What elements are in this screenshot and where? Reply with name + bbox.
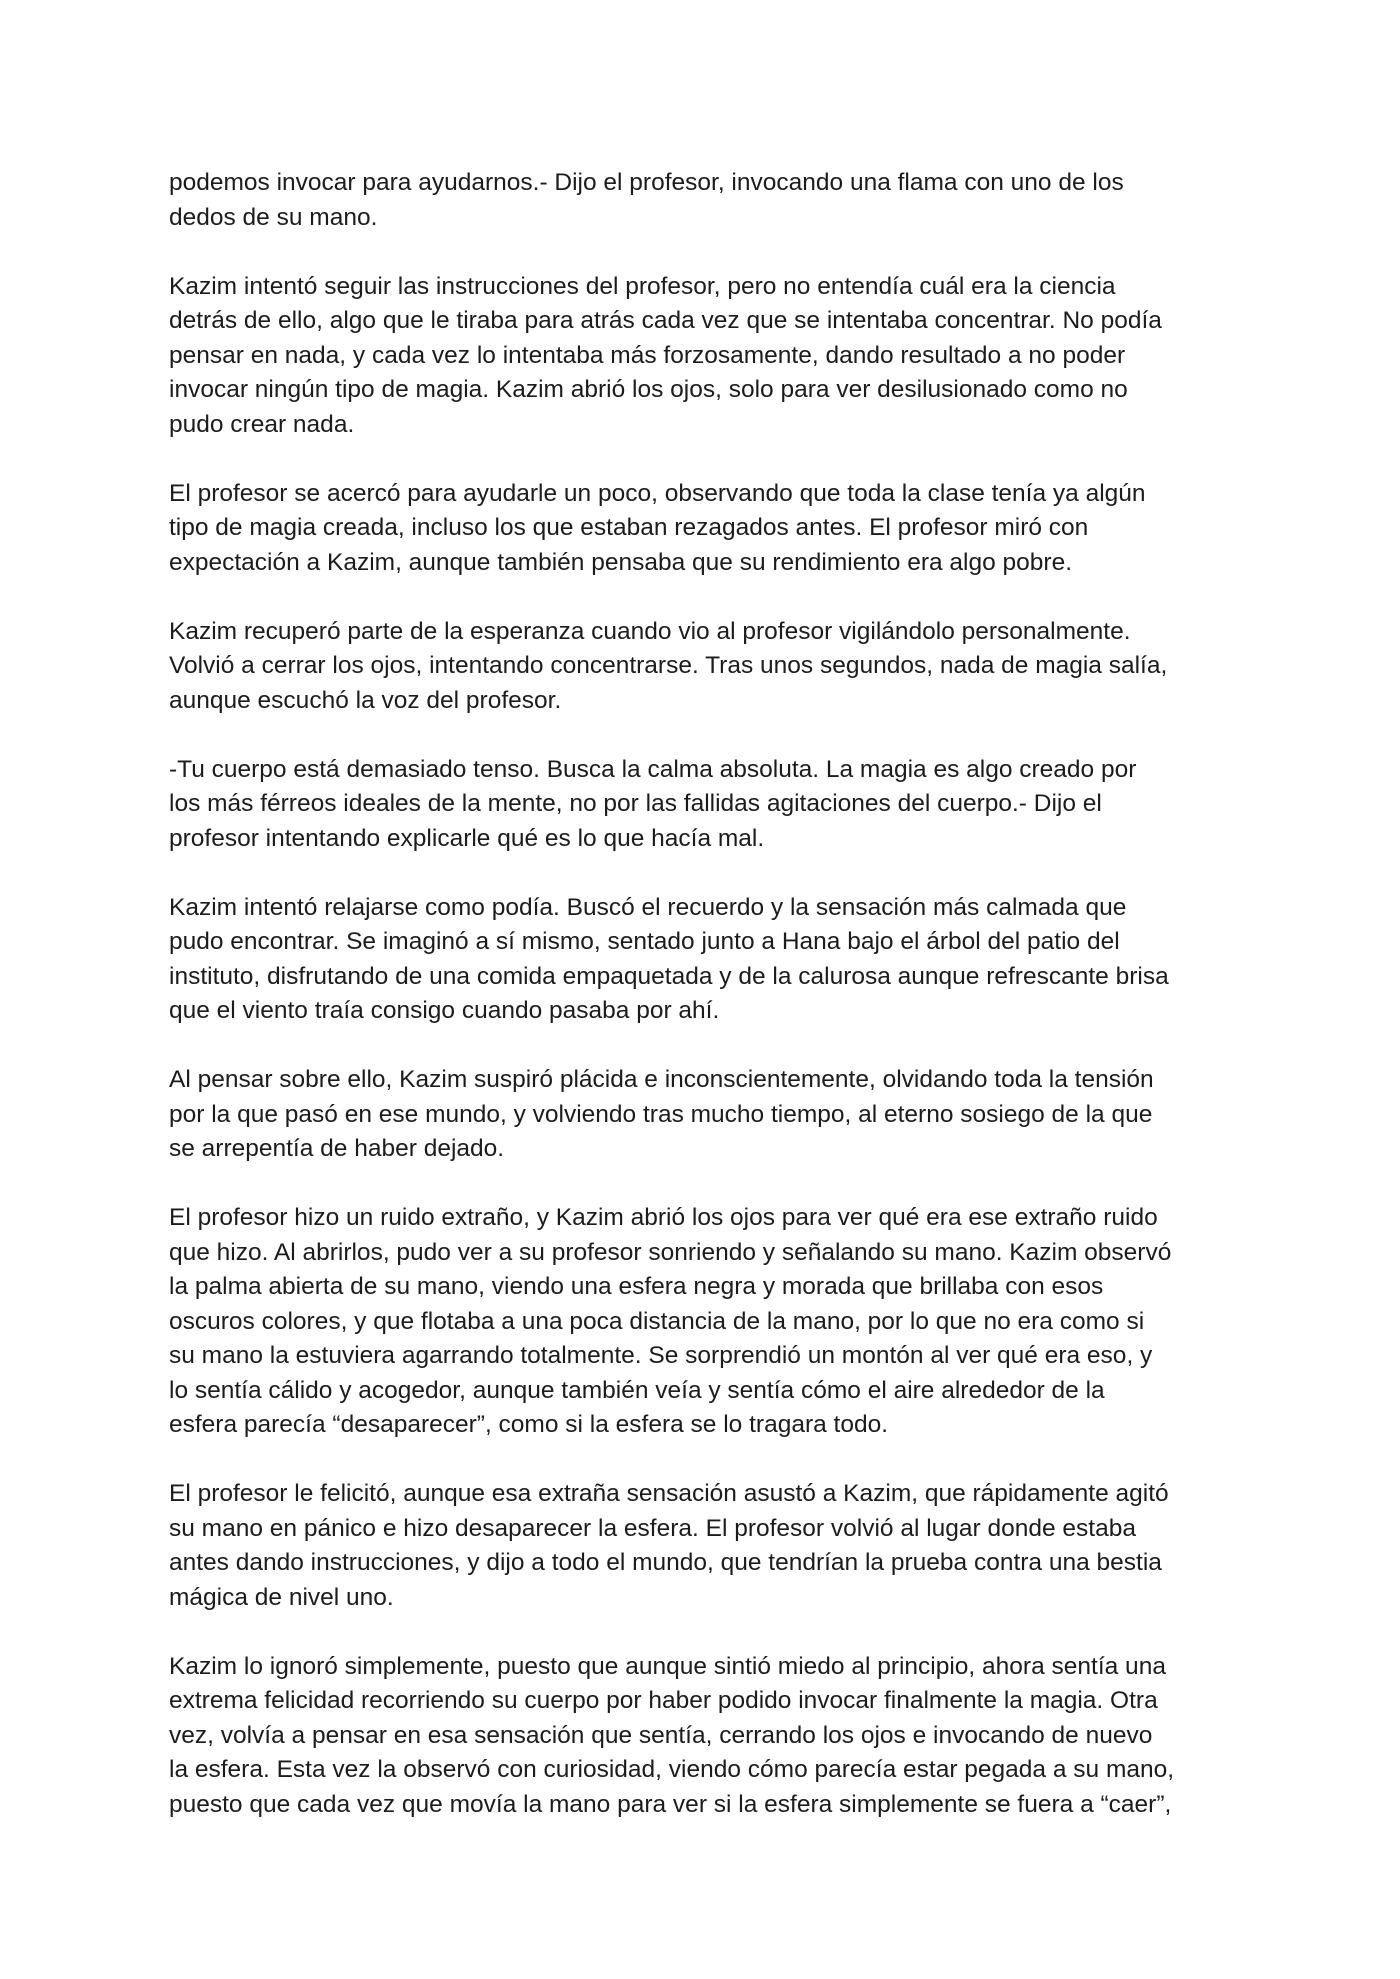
- text-line: vez, volvía a pensar en esa sensación que sentía, cerrando los ojos e invocando de nuevo: [169, 1721, 1153, 1749]
- paragraph: [169, 1201, 1244, 1443]
- text-line: Kazim lo ignoró simplemente, puesto que aunque sintió miedo al principio, ahora sentía una: [169, 1652, 1166, 1680]
- document-body: [169, 166, 1244, 1857]
- text-line: El profesor se acercó para ayudarle un poco, observando que toda la clase tenía ya algún: [169, 479, 1146, 507]
- text-line: por la que pasó en ese mundo, y volviendo tras mucho tiempo, al eterno sosiego de la que: [169, 1100, 1153, 1128]
- paragraph: [169, 753, 1244, 857]
- text-line: pudo encontrar. Se imaginó a sí mismo, sentado junto a Hana bajo el árbol del patio del: [169, 928, 1120, 955]
- text-line: expectación a Kazim, aunque también pensaba que su rendimiento era algo pobre.: [169, 548, 1073, 576]
- text-line: pudo crear nada.: [169, 410, 355, 438]
- text-line: los más férreos ideales de la mente, no por las fallidas agitaciones del cuerpo.- Dijo el: [169, 790, 1102, 817]
- text-line: mágica de nivel uno.: [169, 1583, 394, 1611]
- paragraph: [169, 270, 1244, 443]
- text-line: la palma abierta de su mano, viendo una esfera negra y morada que brillaba con esos: [169, 1273, 1104, 1300]
- text-line: esfera parecía “desaparecer”, como si la esfera se lo tragara todo.: [169, 1411, 889, 1438]
- text-line: Kazim recuperó parte de la esperanza cuando vio al profesor vigilándolo personalmente.: [169, 617, 1131, 645]
- paragraph: [169, 1650, 1244, 1823]
- text-line: Volvió a cerrar los ojos, intentando concentrarse. Tras unos segundos, nada de magia salía,: [169, 652, 1168, 679]
- text-line: -Tu cuerpo está demasiado tenso. Busca la calma absoluta. La magia es algo creado por: [169, 755, 1137, 783]
- text-line: instituto, disfrutando de una comida empaquetada y de la calurosa aunque refrescante brisa: [169, 962, 1169, 990]
- text-line: El profesor le felicitó, aunque esa extraña sensación asustó a Kazim, que rápidamente agitó: [169, 1480, 1169, 1507]
- text-line: que el viento traía consigo cuando pasaba por ahí.: [169, 997, 720, 1024]
- text-line: Al pensar sobre ello, Kazim suspiró plácida e inconscientemente, olvidando toda la tensión: [169, 1066, 1154, 1093]
- text-line: Kazim intentó seguir las instrucciones del profesor, pero no entendía cuál era la ciencia: [169, 272, 1116, 300]
- paragraph: [169, 477, 1244, 581]
- text-line: El profesor hizo un ruido extraño, y Kazim abrió los ojos para ver qué era ese extraño ruido: [169, 1204, 1158, 1231]
- text-line: podemos invocar para ayudarnos.- Dijo el profesor, invocando una flama con uno de los: [169, 169, 1124, 196]
- paragraph: [169, 615, 1244, 719]
- text-line: oscuros colores, y que flotaba a una poca distancia de la mano, por lo que no era como si: [169, 1307, 1145, 1335]
- text-line: que hizo. Al abrirlos, pudo ver a su profesor sonriendo y señalando su mano. Kazim observó: [169, 1238, 1172, 1266]
- text-line: su mano en pánico e hizo desaparecer la esfera. El profesor volvió al lugar donde estaba: [169, 1514, 1136, 1542]
- text-line: puesto que cada vez que movía la mano para ver si la esfera simplemente se fuera a “caer”,: [169, 1790, 1172, 1818]
- text-line: antes dando instrucciones, y dijo a todo el mundo, que tendrían la prueba contra una bestia: [169, 1549, 1162, 1576]
- paragraph: [169, 1063, 1244, 1167]
- text-line: profesor intentando explicarle qué es lo que hacía mal.: [169, 824, 765, 852]
- text-line: pensar en nada, y cada vez lo intentaba más forzosamente, dando resultado a no poder: [169, 341, 1126, 369]
- text-line: aunque escuchó la voz del profesor.: [169, 686, 562, 714]
- text-line: tipo de magia creada, incluso los que estaban rezagados antes. El profesor miró con: [169, 514, 1089, 541]
- paragraph: [169, 891, 1244, 1029]
- text-line: detrás de ello, algo que le tiraba para atrás cada vez que se intentaba concentrar. No podía: [169, 307, 1162, 334]
- paragraph: [169, 166, 1244, 235]
- text-line: lo sentía cálido y acogedor, aunque también veía y sentía cómo el aire alrededor de la: [169, 1376, 1105, 1404]
- text-line: se arrepentía de haber dejado.: [169, 1135, 505, 1162]
- text-line: su mano la estuviera agarrando totalmente. Se sorprendió un montón al ver qué era eso, y: [169, 1342, 1153, 1369]
- text-line: invocar ningún tipo de magia. Kazim abrió los ojos, solo para ver desilusionado como no: [169, 376, 1128, 403]
- paragraph: [169, 1477, 1244, 1615]
- text-line: extrema felicidad recorriendo su cuerpo por haber podido invocar finalmente la magia. Otra: [169, 1687, 1158, 1714]
- text-line: Kazim intentó relajarse como podía. Buscó el recuerdo y la sensación más calmada que: [169, 893, 1127, 921]
- text-line: dedos de su mano.: [169, 203, 378, 231]
- text-line: la esfera. Esta vez la observó con curiosidad, viendo cómo parecía estar pegada a su mano,: [169, 1756, 1175, 1783]
